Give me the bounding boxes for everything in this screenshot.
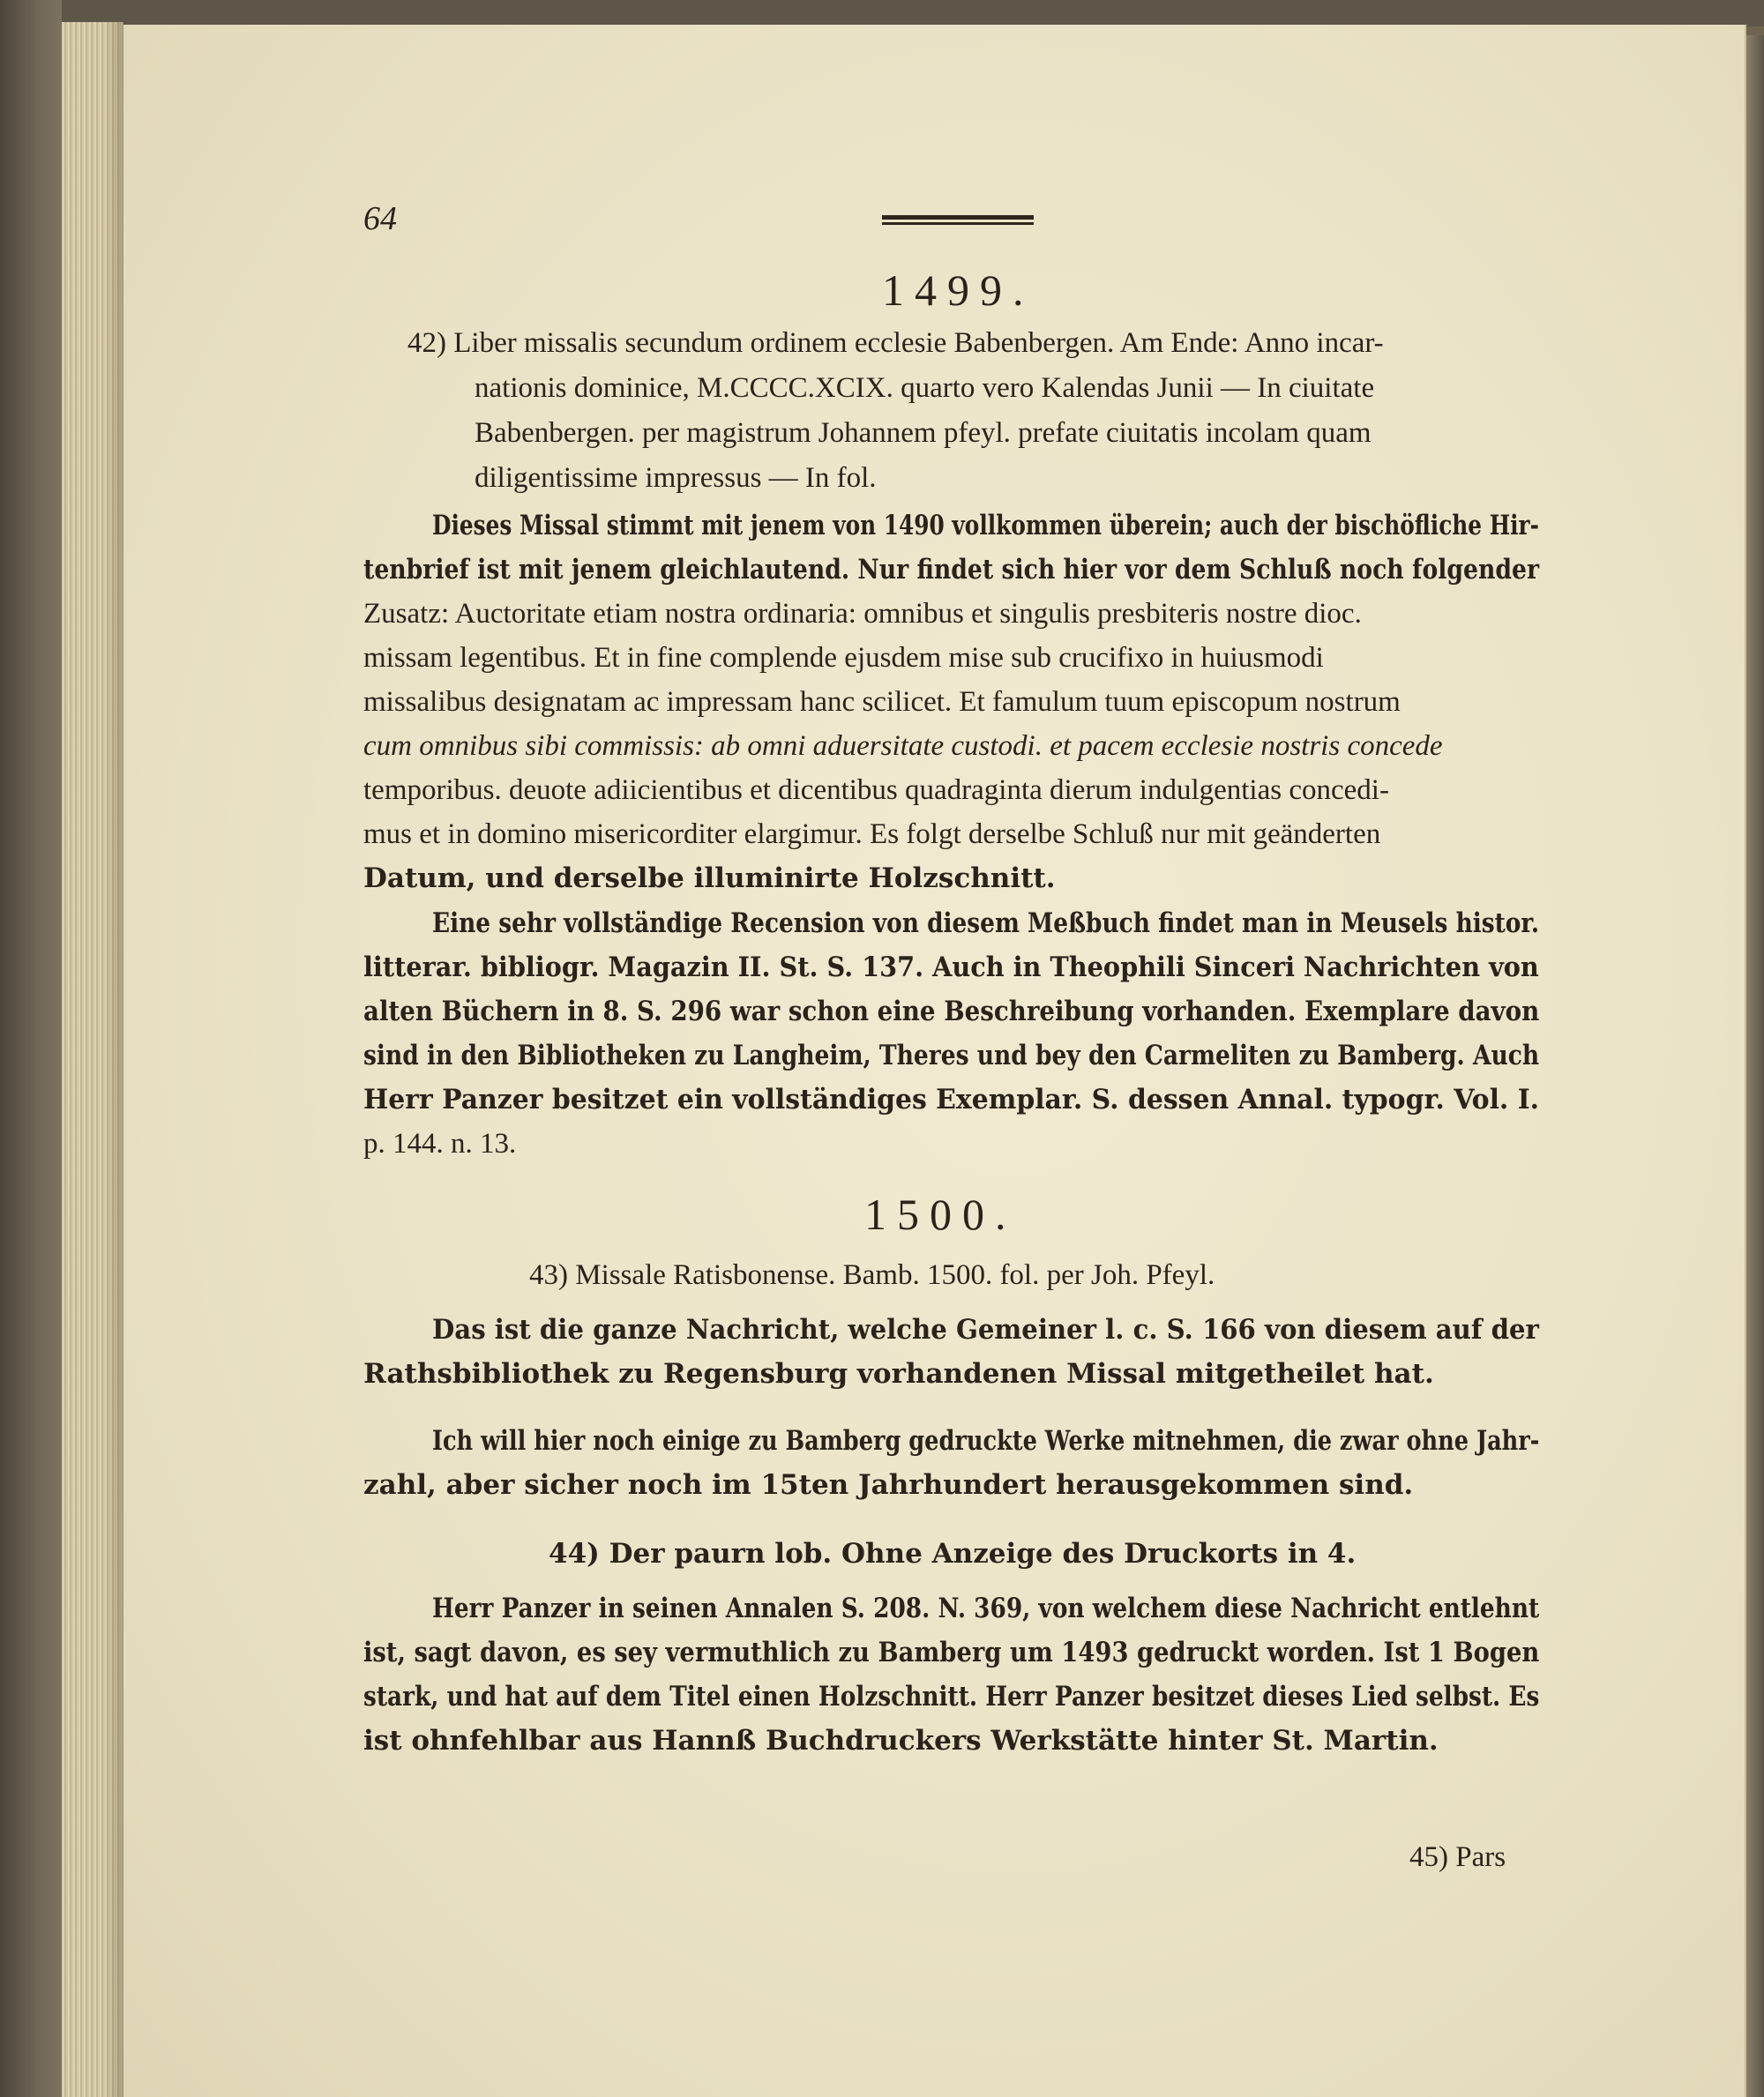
paragraph-line: alten Büchern in 8. S. 296 war schon eine Beschreibung vorhanden. Exemplare davon [363, 996, 1540, 1027]
paragraph-line: cum omnibus sibi commissis: ab omni aduersitate custodi. et pacem ecclesie nostris concede [363, 730, 1443, 762]
facing-page-edge [1746, 35, 1764, 2097]
paragraph-line: Dieses Missal stimmt mit jenem von 1490 vollkommen überein; auch der bischöfliche Hir- [432, 510, 1539, 541]
paragraph-line: missalibus designatam ac impressam hanc scilicet. Et famulum tuum episcopum nostrum [363, 686, 1401, 718]
entry-42-line: Babenbergen. per magistrum Johannem pfeyl. prefate ciuitatis incolam quam [475, 417, 1372, 449]
paragraph-line: p. 144. n. 13. [363, 1128, 517, 1160]
year-heading-1499: 1499. [882, 265, 1035, 315]
entry-42-line: diligentissime impressus — In fol. [475, 462, 877, 494]
entry-42-line: nationis dominice, M.CCCC.XCIX. quarto vero Kalendas Junii — In ciuitate [475, 372, 1375, 404]
header-rule-thin [882, 222, 1034, 225]
paragraph-line: Eine sehr vollständige Recension von diesem Meßbuch findet man in Meusels histor. [432, 907, 1540, 939]
paragraph-line: tenbrief ist mit jenem gleichlautend. Nur findet sich hier vor dem Schluß noch folgender [363, 554, 1539, 586]
book-cover-top [0, 0, 1764, 26]
entry-44: 44) Der paurn lob. Ohne Anzeige des Druckorts in 4. [549, 1538, 1357, 1570]
paragraph-line: zahl, aber sicher noch im 15ten Jahrhundert herausgekommen sind. [363, 1469, 1414, 1501]
entry-43: 43) Missale Ratisbonense. Bamb. 1500. fol. per Joh. Pfeyl. [529, 1259, 1215, 1291]
paragraph-line: Zusatz: Auctoritate etiam nostra ordinaria: omnibus et singulis presbiteris nostre dioc. [363, 598, 1362, 630]
book-spine [0, 0, 62, 2097]
paragraph-line: Herr Panzer besitzet ein vollständiges Exemplar. S. dessen Annal. typogr. Vol. I. [363, 1084, 1540, 1116]
paragraph-line: Ich will hier noch einige zu Bamberg gedruckte Werke mitnehmen, die zwar ohne Jahr- [432, 1425, 1540, 1457]
entry-42-line: 42) Liber missalis secundum ordinem ecclesie Babenbergen. Am Ende: Anno incar- [407, 327, 1384, 359]
paragraph-line: Herr Panzer in seinen Annalen S. 208. N. 369, von welchem diese Nachricht entlehnt [432, 1593, 1540, 1624]
paragraph-line: Rathsbibliothek zu Regensburg vorhandenen Missal mitgetheilet hat. [363, 1358, 1434, 1390]
paragraph-line: stark, und hat auf dem Titel einen Holzschnitt. Herr Panzer besitzet dieses Lied selbst. Es [363, 1681, 1540, 1713]
paragraph-line: temporibus. deuote adiicientibus et dicentibus quadraginta dierum indulgentias concedi- [363, 774, 1389, 806]
page-edges [62, 22, 123, 2097]
paragraph-line: litterar. bibliogr. Magazin II. St. S. 137. Auch in Theophili Sinceri Nachrichten von [363, 951, 1539, 983]
paragraph-line: sind in den Bibliotheken zu Langheim, Theres und bey den Carmeliten zu Bamberg. Auch [363, 1040, 1540, 1071]
paragraph-line: missam legentibus. Et in fine complende ejusdem mise sub crucifixo in huiusmodi [363, 642, 1324, 674]
year-heading-1500: 1500. [864, 1190, 1017, 1239]
paragraph-line: ist, sagt davon, es sey vermuthlich zu Bamberg um 1493 gedruckt worden. Ist 1 Bogen [363, 1637, 1540, 1668]
paragraph-line: Das ist die ganze Nachricht, welche Gemeiner l. c. S. 166 von diesem auf der [432, 1314, 1539, 1346]
page-number: 64 [363, 200, 397, 237]
paragraph-line: ist ohnfehlbar aus Hannß Buchdruckers Werkstätte hinter St. Martin. [363, 1725, 1439, 1757]
paragraph-line: mus et in domino misericorditer elargimur. Es folgt derselbe Schluß nur mit geänderten [363, 818, 1381, 850]
header-rule [882, 215, 1034, 220]
catchword: 45) Pars [1409, 1841, 1506, 1873]
paragraph-line: Datum, und derselbe illuminirte Holzschnitt. [363, 862, 1056, 894]
